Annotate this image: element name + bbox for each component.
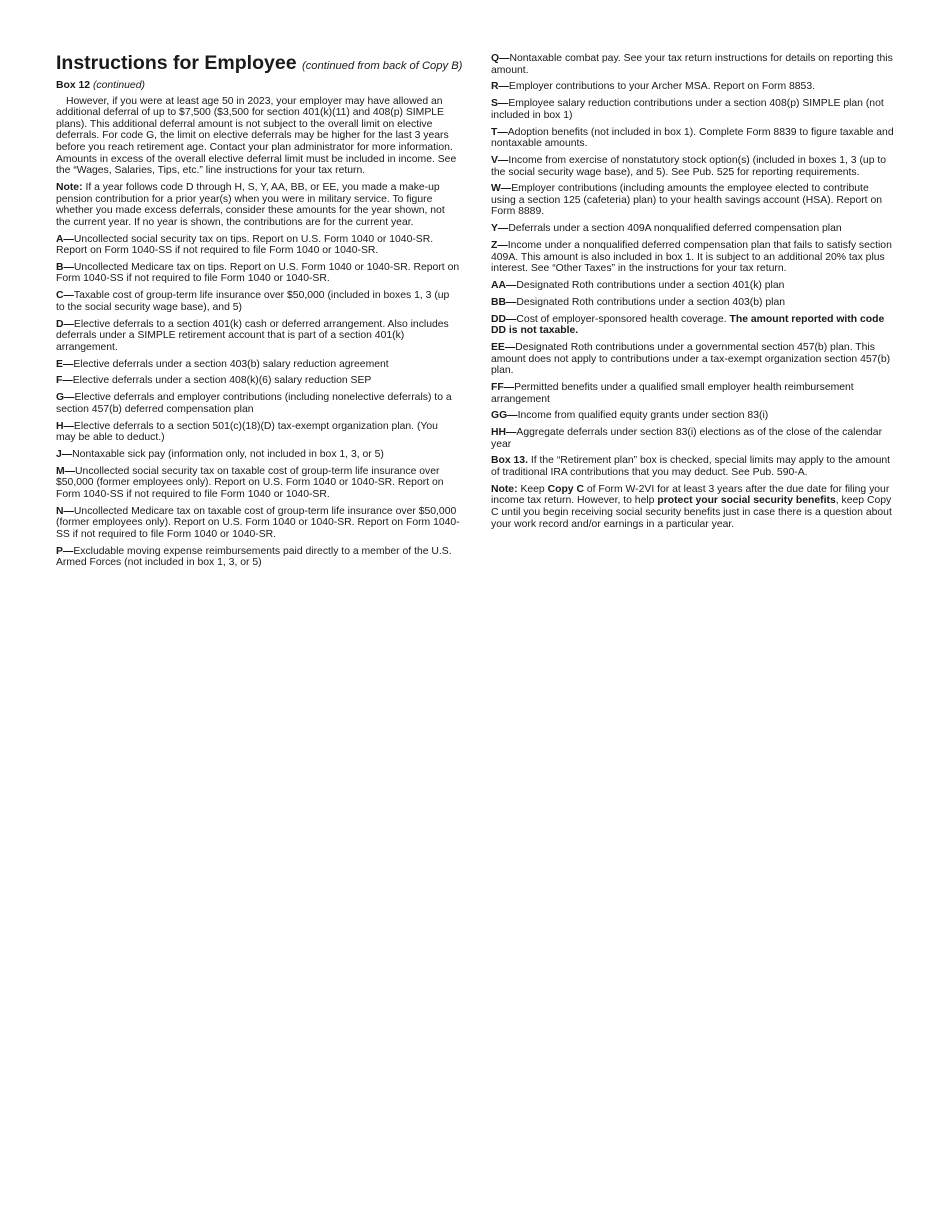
paragraph xyxy=(56,449,460,461)
body-text: Uncollected Medicare tax on taxable cost of group-term life insurance over $50,000 (former employees only). Report on U.S. Form 1040 or 1040-SR. Report on Form 1040-SS if not required to file Form 1040 or 1040-SR. xyxy=(56,505,460,540)
bold-text: AA— xyxy=(491,280,517,291)
body-text: If a year follows code D through H, S, Y, AA, BB, or EE, you made a make-up pension contribution for a prior year(s) when you were in military service. To figure whether you made excess deferrals, consider these amounts for the year shown, not the current year. If no year is shown, the contributions are for the current year. xyxy=(56,181,445,228)
bold-text: H— xyxy=(56,420,74,432)
bold-text: GG— xyxy=(491,410,518,422)
paragraph xyxy=(491,127,896,150)
paragraph xyxy=(491,155,896,178)
paragraph xyxy=(491,314,896,337)
bold-text: C— xyxy=(56,290,74,302)
bold-text: The amount reported with code DD is not taxable. xyxy=(491,313,885,337)
bold-text: Copy C xyxy=(547,483,584,495)
body-text: Elective deferrals to a section 501(c)(18)(D) tax-exempt organization plan. (You may be able to deduct.) xyxy=(56,420,438,444)
body-text: If the “Retirement plan” box is checked, special limits may apply to the amount of traditional IRA contributions that you may deduct. See Pub. 590-A. xyxy=(491,455,891,479)
bold-text: BB— xyxy=(491,296,517,308)
paragraph xyxy=(56,290,460,313)
bold-text: Y— xyxy=(491,223,509,235)
bold-text: DD— xyxy=(491,313,517,325)
section-heading-note: (continued) xyxy=(92,80,145,91)
paragraph xyxy=(491,240,896,275)
body-text: Employer contributions (including amounts the employee elected to contribute using a section 125 (cafeteria) plan) to your health savings account (HSA). Report on Form 8889. xyxy=(491,183,883,218)
bold-text: D— xyxy=(56,318,74,330)
bold-text: M— xyxy=(56,465,76,477)
body-text: Uncollected Medicare tax on tips. Report on U.S. Form 1040 or 1040-SR. Report on Form 1040-SS if not required to file Form 1040 or 1040-SR. xyxy=(56,261,460,285)
paragraph xyxy=(56,262,460,285)
body-text: Designated Roth contributions under a section 401(k) plan xyxy=(516,280,785,291)
bold-text: A— xyxy=(56,233,74,245)
bold-text: P— xyxy=(56,545,74,557)
body-text: , keep Copy C until you begin receiving social security benefits just in case there is a question about your work record and/or earnings in a particular year. xyxy=(491,495,892,530)
paragraph xyxy=(56,375,460,387)
paragraph xyxy=(56,466,460,501)
paragraph xyxy=(56,234,460,257)
paragraph xyxy=(56,96,460,177)
paragraph xyxy=(491,410,896,422)
paragraph xyxy=(491,382,896,405)
body-text: However, if you were at least age 50 in 2023, your employer may have allowed an additional deferral of up to $7,500 ($3,500 for section 401(k)(11) and 408(p) SIMPLE plans). This additional deferral amount is not subject to the overall limit on elective deferrals. For code G, the limit on elective deferrals may be higher for the last 3 years before you reach retirement age. Contact your plan administrator for more information. Amounts in excess of the overall elective deferral limit must be included in income. See the “Wages, Salaries, Tips, etc.” line instructions for your tax return. xyxy=(56,95,457,177)
left-column xyxy=(56,52,463,574)
paragraph xyxy=(491,53,896,76)
body-text: Aggregate deferrals under section 83(i) elections as of the close of the calendar year xyxy=(491,427,883,450)
body-text: Employer contributions to your Archer MSA. Report on Form 8853. xyxy=(508,81,815,93)
paragraph xyxy=(56,359,460,371)
paragraph xyxy=(491,183,896,218)
body-text: Designated Roth contributions under a governmental section 457(b) plan. This amount does not apply to contributions under a tax-exempt organization section 457(b) plan. xyxy=(491,341,891,377)
bold-text: Note: xyxy=(56,181,83,193)
paragraph xyxy=(491,98,896,121)
bold-text: Box 13. xyxy=(491,455,528,467)
paragraph xyxy=(56,319,460,354)
title-note: (continued from back of Copy B) xyxy=(301,60,463,72)
paragraph xyxy=(56,182,460,228)
bold-text: T— xyxy=(491,126,508,138)
paragraph xyxy=(491,297,896,309)
paragraph xyxy=(56,421,460,444)
body-text: Nontaxable sick pay (information only, not included in box 1, 3, or 5) xyxy=(72,448,384,460)
paragraph xyxy=(56,546,460,569)
paragraph xyxy=(491,81,896,93)
paragraph xyxy=(56,392,460,415)
body-text: Uncollected social security tax on taxable cost of group-term life insurance over $50,000 (former employees only). Report on U.S. Form 1040 or 1040-SR. Report on Form 1040-SS if not required to file Form 1040 or 1040-SR. xyxy=(56,465,444,500)
right-paragraphs xyxy=(491,53,896,530)
paragraph xyxy=(491,427,896,450)
bold-text: HH— xyxy=(491,427,517,439)
bold-text: V— xyxy=(491,154,509,166)
body-text: Deferrals under a section 409A nonqualified deferred compensation plan xyxy=(508,223,842,235)
paragraph xyxy=(491,280,896,292)
paragraph xyxy=(491,223,896,235)
title-text: Instructions for Employee xyxy=(56,52,297,74)
body-text: Uncollected social security tax on tips. Report on U.S. Form 1040 or 1040-SR. Report on Form 1040-SS if not required to file Form 1040 or 1040-SR. xyxy=(56,233,434,257)
paragraph xyxy=(491,342,896,377)
body-text: Keep xyxy=(517,483,548,495)
bold-text: F— xyxy=(56,375,73,387)
bold-text: FF— xyxy=(491,381,515,393)
bold-text: S— xyxy=(491,98,509,110)
body-text: Elective deferrals under a section 408(k)(6) salary reduction SEP xyxy=(72,375,372,387)
bold-text: Z— xyxy=(491,240,508,252)
bold-text: G— xyxy=(56,392,75,404)
paragraph xyxy=(56,506,460,541)
section-heading xyxy=(56,80,460,92)
bold-text: E— xyxy=(56,358,74,370)
body-text: Employee salary reduction contributions under a section 408(p) SIMPLE plan (not included in box 1) xyxy=(491,98,884,121)
left-paragraphs xyxy=(56,96,460,569)
body-text: of Form W-2VI for at least 3 years after the due date for filing your income tax return. However, to help xyxy=(491,483,890,507)
paragraph xyxy=(491,484,896,530)
body-text: Elective deferrals under a section 403(b) salary reduction agreement xyxy=(73,358,389,370)
body-text: Income from qualified equity grants under section 83(i) xyxy=(517,410,769,422)
body-text: Adoption benefits (not included in box 1). Complete Form 8839 to figure taxable and nontaxable amounts. xyxy=(491,126,894,150)
bold-text: Note: xyxy=(491,483,518,495)
bold-text: N— xyxy=(56,505,74,517)
right-column xyxy=(491,53,896,535)
body-text: Elective deferrals to a section 401(k) cash or deferred arrangement. Also includes deferrals under a SIMPLE retirement account that is part of a section 401(k) arrangement. xyxy=(56,318,449,353)
body-text: Elective deferrals and employer contributions (including nonelective deferrals) to a section 457(b) deferred compensation plan xyxy=(56,392,452,415)
paragraph xyxy=(491,455,896,478)
page-title xyxy=(56,52,463,77)
bold-text: R— xyxy=(491,81,509,93)
bold-text: EE— xyxy=(491,341,516,353)
body-text: Income from exercise of nonstatutory stock option(s) (included in boxes 1, 3 (up to the social security wage base), and 5). See Pub. 525 for reporting requirements. xyxy=(491,154,887,178)
body-text: Permitted benefits under a qualified small employer health reimbursement arrangement xyxy=(491,381,854,405)
body-text: Excludable moving expense reimbursements paid directly to a member of the U.S. Armed Forces (not included in box 1, 3, or 5) xyxy=(56,545,452,569)
bold-text: protect your social security benefits xyxy=(657,495,836,507)
section-heading-label: Box 12 xyxy=(56,80,91,91)
body-text: Income under a nonqualified deferred compensation plan that fails to satisfy section 409A. This amount is also included in box 1. It is subject to an additional 20% tax plus interest. See “Other Taxes” in the instructions for your tax return. xyxy=(491,240,892,275)
body-text: Cost of employer-sponsored health coverage. xyxy=(516,313,730,325)
bold-text: Q— xyxy=(491,53,510,64)
body-text: Taxable cost of group-term life insurance over $50,000 (included in boxes 1, 3 (up to the social security wage base), and 5) xyxy=(56,290,450,313)
bold-text: W— xyxy=(491,183,512,195)
bold-text: J— xyxy=(56,448,73,460)
body-text: Nontaxable combat pay. See your tax return instructions for details on reporting this amount. xyxy=(491,53,893,76)
bold-text: B— xyxy=(56,261,74,273)
body-text: Designated Roth contributions under a section 403(b) plan xyxy=(516,296,786,308)
